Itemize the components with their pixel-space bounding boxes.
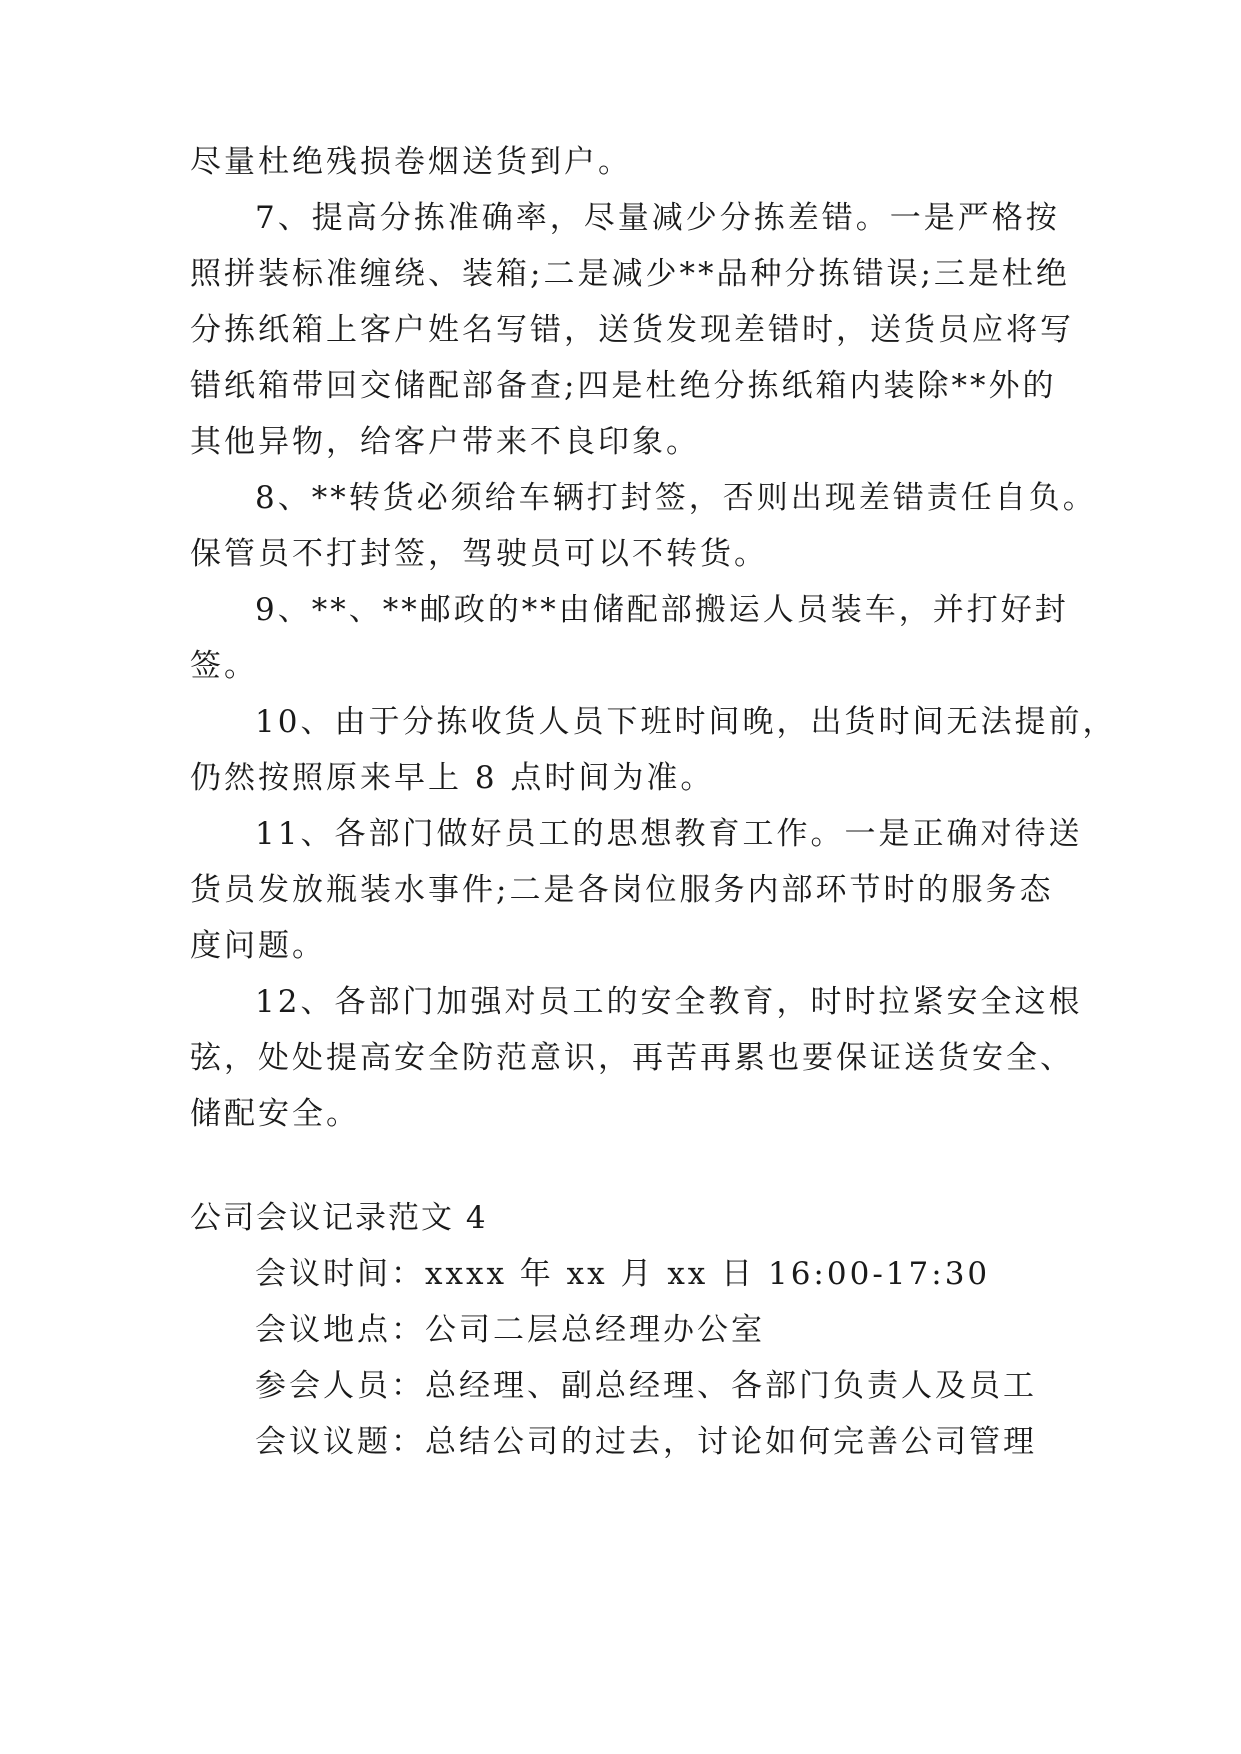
item-7-line: 照拼装标准缠绕、装箱;二是减少**品种分拣错误;三是杜绝 bbox=[190, 256, 1070, 292]
section-title: 公司会议记录范文 4 bbox=[190, 1200, 488, 1236]
item-9-line: 签。 bbox=[190, 648, 258, 684]
item-10-line: 仍然按照原来早上 8 点时间为准。 bbox=[190, 760, 715, 796]
item-12-line: 12、各部门加强对员工的安全教育，时时拉紧安全这根 bbox=[255, 984, 1083, 1020]
item-11-line: 度问题。 bbox=[190, 928, 326, 964]
item-11-line: 货员发放瓶装水事件;二是各岗位服务内部环节时的服务态 bbox=[190, 872, 1054, 908]
item-7-line: 分拣纸箱上客户姓名写错，送货发现差错时，送货员应将写 bbox=[190, 312, 1074, 348]
meeting-time: 会议时间：xxxx 年 xx 月 xx 日 16:00-17:30 bbox=[255, 1256, 991, 1292]
item-8-line: 8、**转货必须给车辆打封签，否则出现差错责任自负。 bbox=[255, 480, 1097, 516]
item-12-line: 弦，处处提高安全防范意识，再苦再累也要保证送货安全、 bbox=[190, 1040, 1074, 1076]
meeting-topic: 会议议题：总结公司的过去，讨论如何完善公司管理 bbox=[255, 1424, 1037, 1460]
meeting-attendees: 参会人员：总经理、副总经理、各部门负责人及员工 bbox=[255, 1368, 1037, 1404]
item-9-line: 9、**、**邮政的**由储配部搬运人员装车，并打好封 bbox=[255, 592, 1069, 628]
paragraph-line: 尽量杜绝残损卷烟送货到户。 bbox=[190, 144, 632, 180]
item-12-line: 储配安全。 bbox=[190, 1096, 360, 1132]
item-8-line: 保管员不打封签，驾驶员可以不转货。 bbox=[190, 536, 768, 572]
item-10-line: 10、由于分拣收货人员下班时间晚，出货时间无法提前， bbox=[255, 704, 1117, 740]
item-11-line: 11、各部门做好员工的思想教育工作。一是正确对待送 bbox=[255, 816, 1083, 852]
item-7-line: 错纸箱带回交储配部备查;四是杜绝分拣纸箱内装除**外的 bbox=[190, 368, 1057, 404]
meeting-place: 会议地点：公司二层总经理办公室 bbox=[255, 1312, 765, 1348]
item-7-line: 7、提高分拣准确率，尽量减少分拣差错。一是严格按 bbox=[255, 200, 1060, 236]
item-7-line: 其他异物，给客户带来不良印象。 bbox=[190, 424, 700, 460]
